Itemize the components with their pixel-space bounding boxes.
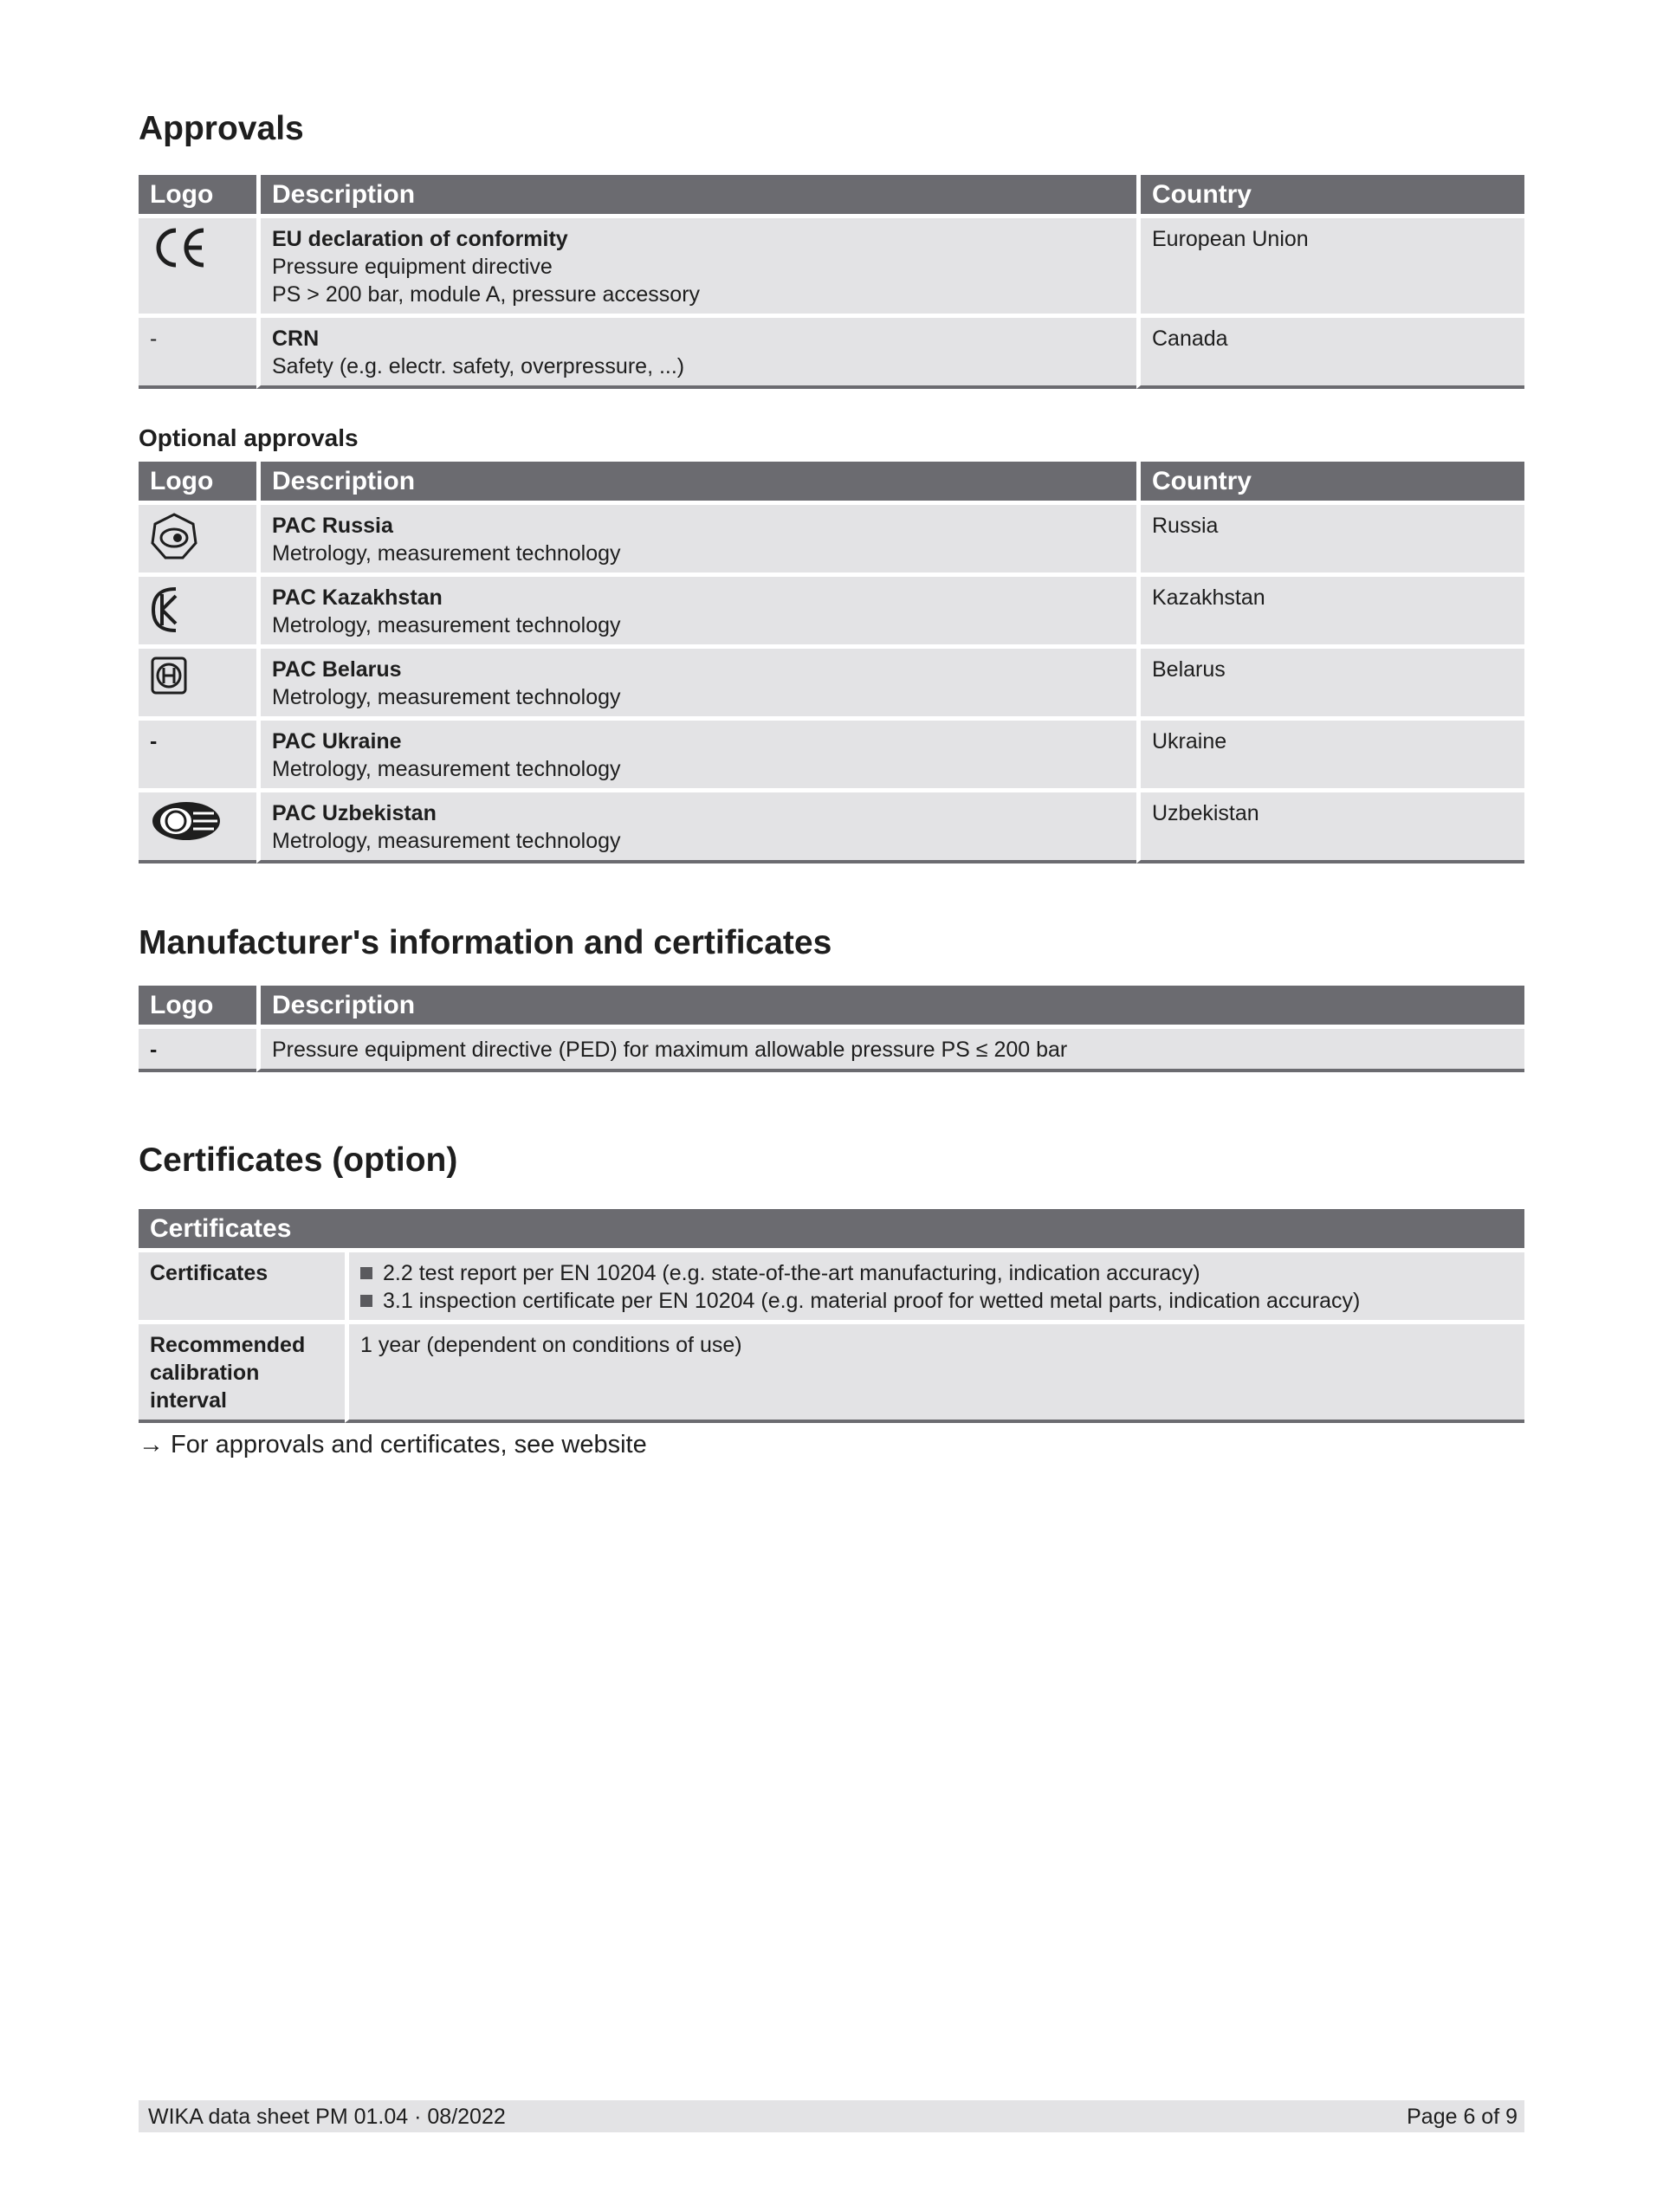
- row-value: 1 year (dependent on conditions of use): [345, 1320, 1524, 1423]
- approvals-header-country: Country: [1136, 175, 1524, 214]
- logo-cell: [139, 572, 256, 644]
- certificates-list: [345, 1248, 1524, 1320]
- list-item-text: 3.1 inspection certificate per EN 10204 (e.g. material proof for wetted metal parts, indication accuracy): [383, 1289, 1361, 1313]
- pac-belarus-icon: [150, 656, 245, 695]
- logo-cell: [139, 644, 256, 716]
- bullet-square-icon: [360, 1295, 372, 1307]
- approval-title: PAC Uzbekistan: [272, 801, 437, 825]
- description-cell: Pressure equipment directive (PED) for maximum allowable pressure PS ≤ 200 bar: [256, 1025, 1524, 1072]
- list-item: [360, 1259, 1513, 1287]
- pac-uzbekistan-icon: [150, 799, 245, 843]
- approval-line: Metrology, measurement technology: [272, 829, 621, 853]
- certificates-header: Certificates: [139, 1209, 1524, 1248]
- optional-approvals-title: Optional approvals: [139, 424, 359, 451]
- logo-cell: [139, 788, 256, 863]
- country-cell: Belarus: [1136, 644, 1524, 716]
- table-row: [139, 314, 1524, 389]
- table-row: [139, 716, 1524, 788]
- approvals-table: [139, 175, 1524, 389]
- ce-mark-icon: [150, 225, 245, 270]
- logo-cell: -: [139, 1025, 256, 1072]
- country-cell: Russia: [1136, 501, 1524, 572]
- optional-header-country: Country: [1136, 462, 1524, 501]
- table-row: [139, 788, 1524, 863]
- table-row: [139, 501, 1524, 572]
- website-note: → For approvals and certificates, see website: [139, 1431, 647, 1458]
- approval-title: PAC Belarus: [272, 657, 402, 682]
- country-cell: Canada: [1136, 314, 1524, 389]
- page-footer: [139, 2100, 1524, 2132]
- description-cell: [256, 644, 1136, 716]
- certificates-title: Certificates (option): [139, 1142, 458, 1179]
- description-cell: [256, 501, 1136, 572]
- table-row: [139, 644, 1524, 716]
- country-cell: Kazakhstan: [1136, 572, 1524, 644]
- manufacturer-title: Manufacturer's information and certificates: [139, 924, 832, 961]
- datasheet-reference: WIKA data sheet PM 01.04 · 08/2022: [148, 2105, 506, 2129]
- approval-line: Metrology, measurement technology: [272, 613, 621, 637]
- approval-line: Metrology, measurement technology: [272, 541, 621, 566]
- approval-line: Pressure equipment directive: [272, 255, 553, 279]
- table-row: [139, 572, 1524, 644]
- approval-title: EU declaration of conformity: [272, 227, 568, 251]
- logo-cell: -: [139, 716, 256, 788]
- approval-line: Metrology, measurement technology: [272, 685, 621, 709]
- description-cell: [256, 214, 1136, 314]
- page-number: Page 6 of 9: [1407, 2105, 1517, 2129]
- bullet-square-icon: [360, 1267, 372, 1279]
- logo-cell: [139, 214, 256, 314]
- table-row: [139, 1025, 1524, 1072]
- approvals-header-description: Description: [256, 175, 1136, 214]
- approvals-title: Approvals: [139, 110, 304, 147]
- country-cell: Uzbekistan: [1136, 788, 1524, 863]
- approval-line: Safety (e.g. electr. safety, overpressure, ...): [272, 354, 685, 378]
- optional-header-description: Description: [256, 462, 1136, 501]
- approval-title: CRN: [272, 327, 320, 351]
- approval-title: PAC Ukraine: [272, 729, 402, 754]
- row-label: Recommended calibration interval: [139, 1320, 345, 1423]
- logo-cell: [139, 501, 256, 572]
- list-item: [360, 1287, 1513, 1315]
- manufacturer-header-description: Description: [256, 986, 1524, 1025]
- description-cell: [256, 716, 1136, 788]
- table-row: [139, 1248, 1524, 1320]
- country-cell: European Union: [1136, 214, 1524, 314]
- optional-header-logo: Logo: [139, 462, 256, 501]
- manufacturer-header-logo: Logo: [139, 986, 256, 1025]
- description-cell: [256, 788, 1136, 863]
- list-item-text: 2.2 test report per EN 10204 (e.g. state-of-the-art manufacturing, indication accuracy): [383, 1261, 1200, 1285]
- approval-title: PAC Russia: [272, 514, 393, 538]
- table-row: [139, 214, 1524, 314]
- logo-cell: -: [139, 314, 256, 389]
- approvals-header-logo: Logo: [139, 175, 256, 214]
- table-row: [139, 1320, 1524, 1423]
- certificates-table: [139, 1209, 1524, 1423]
- pac-kazakhstan-icon: [150, 584, 245, 636]
- approval-line: Metrology, measurement technology: [272, 757, 621, 781]
- optional-approvals-table: [139, 462, 1524, 863]
- approval-line: PS > 200 bar, module A, pressure accessory: [272, 282, 701, 307]
- description-cell: [256, 314, 1136, 389]
- row-label: Certificates: [139, 1248, 345, 1320]
- description-cell: [256, 572, 1136, 644]
- manufacturer-table: [139, 986, 1524, 1072]
- approval-title: PAC Kazakhstan: [272, 585, 443, 610]
- pac-russia-icon: [150, 512, 245, 560]
- country-cell: Ukraine: [1136, 716, 1524, 788]
